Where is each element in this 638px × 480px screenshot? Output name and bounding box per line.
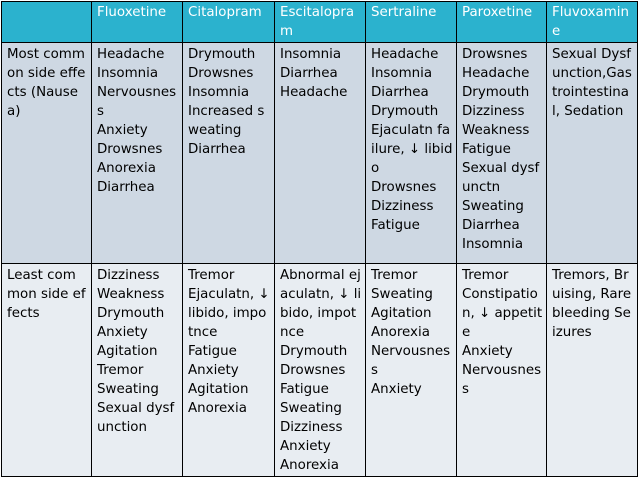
cell-line: Fatigue <box>188 344 237 359</box>
cell-line: Nervousness <box>97 85 177 119</box>
cell-line: Drymouth <box>188 47 256 62</box>
cell-line: Diarrhea <box>97 180 155 195</box>
cell-line: Ejaculatn failure, ↓ libido <box>371 123 453 176</box>
row-most-common <box>2 43 638 264</box>
cell-line: Anorexia <box>280 458 339 473</box>
cell-line: Diarrhea <box>280 66 338 81</box>
cell-line: Headache <box>97 47 165 62</box>
cell-line: Agitation <box>188 382 249 397</box>
cell-line: Drowsnes <box>280 363 346 378</box>
cell-line: Sweating <box>462 199 524 214</box>
cell-fluoxetine-least <box>92 264 183 477</box>
cell-line: Abnormal ejaculatn, ↓ libido, impotnce <box>280 268 362 340</box>
cell-line: Sexual dysfunction <box>97 401 175 435</box>
cell-line: Dizziness <box>97 268 160 283</box>
cell-line: Anxiety <box>97 123 148 138</box>
cell-line: Drymouth <box>371 104 439 119</box>
header-cell-citalopram: Citalopram <box>183 2 275 43</box>
cell-line: Insomnia <box>188 85 250 100</box>
cell-citalopram-most <box>183 43 275 264</box>
cell-fluvoxamine-least <box>547 264 638 477</box>
cell-line: Tremor <box>462 268 509 283</box>
cell-line: Anorexia <box>371 325 430 340</box>
cell-line: Drymouth <box>97 306 165 321</box>
cell-line: Anxiety <box>462 344 513 359</box>
cell-line: Anorexia <box>97 161 156 176</box>
cell-paroxetine-most <box>457 43 547 264</box>
cell-line: Sexual Dysfunction,Gastrointestinal, Sedation <box>552 47 632 119</box>
row-label-most-common: Most common side effects (Nausea) <box>2 43 92 264</box>
cell-line: Tremor <box>188 268 235 283</box>
cell-line: Agitation <box>371 306 432 321</box>
cell-line: Headache <box>280 85 348 100</box>
cell-line: Drowsnes <box>462 47 528 62</box>
cell-line: Diarrhea <box>462 218 520 233</box>
cell-sertraline-least <box>366 264 457 477</box>
cell-line: Weakness <box>97 287 165 302</box>
cell-line: Dizziness <box>280 420 343 435</box>
cell-line: Diarrhea <box>371 85 429 100</box>
row-label-least-common: Least common side effects <box>2 264 92 477</box>
cell-line: Ejaculatn, ↓ libido, impotnce <box>188 287 270 340</box>
cell-line: Anxiety <box>280 439 331 454</box>
row-least-common <box>2 264 638 477</box>
cell-paroxetine-least <box>457 264 547 477</box>
cell-line: Fatigue <box>371 218 420 233</box>
cell-escitalopram-least <box>275 264 366 477</box>
cell-line: Fatigue <box>462 142 511 157</box>
cell-line: Sweating <box>97 382 159 397</box>
header-cell-paroxetine: Paroxetine <box>457 2 547 43</box>
cell-line: Insomnia <box>280 47 342 62</box>
cell-line: Drymouth <box>280 344 348 359</box>
cell-sertraline-most <box>366 43 457 264</box>
cell-line: Agitation <box>97 344 158 359</box>
header-row <box>2 2 638 43</box>
cell-line: Headache <box>371 47 439 62</box>
cell-line: Drowsnes <box>97 142 163 157</box>
cell-line: Insomnia <box>462 237 524 252</box>
cell-fluvoxamine-most <box>547 43 638 264</box>
cell-line: Fatigue <box>280 382 329 397</box>
cell-line: Anxiety <box>97 325 148 340</box>
cell-line: Tremor <box>371 268 418 283</box>
cell-line: Anxiety <box>371 382 422 397</box>
cell-line: Sweating <box>280 401 342 416</box>
cell-line: Tremors, Bruising, Rare bleeding Seizures <box>552 268 632 340</box>
cell-line: Insomnia <box>97 66 159 81</box>
cell-line: Weakness <box>462 123 530 138</box>
cell-line: Drymouth <box>462 85 530 100</box>
cell-line: Anorexia <box>188 401 247 416</box>
header-cell-sertraline: Sertraline <box>366 2 457 43</box>
cell-line: Drowsnes <box>371 180 437 195</box>
cell-line: Dizziness <box>462 104 525 119</box>
cell-line: Constipation, ↓ appetite <box>462 287 543 340</box>
header-cell-escitalopram: Escitalopram <box>275 2 366 43</box>
cell-line: Headache <box>462 66 530 81</box>
cell-line: Drowsnes <box>188 66 254 81</box>
cell-line: Anxiety <box>188 363 239 378</box>
cell-line: Nervousness <box>371 344 451 378</box>
cell-line: Insomnia <box>371 66 433 81</box>
header-cell-empty <box>2 2 92 43</box>
cell-line: Dizziness <box>371 199 434 214</box>
cell-line: Sexual dysfunctn <box>462 161 540 195</box>
header-cell-fluoxetine: Fluoxetine <box>92 2 183 43</box>
header-cell-fluvoxamine: Fluvoxamine <box>547 2 638 43</box>
cell-line: Sweating <box>371 287 433 302</box>
cell-citalopram-least <box>183 264 275 477</box>
cell-line: Diarrhea <box>188 142 246 157</box>
side-effects-table <box>1 1 638 477</box>
cell-fluoxetine-most <box>92 43 183 264</box>
cell-line: Tremor <box>97 363 144 378</box>
cell-line: Increased sweating <box>188 104 265 138</box>
cell-line: Nervousness <box>462 363 542 397</box>
cell-escitalopram-most <box>275 43 366 264</box>
